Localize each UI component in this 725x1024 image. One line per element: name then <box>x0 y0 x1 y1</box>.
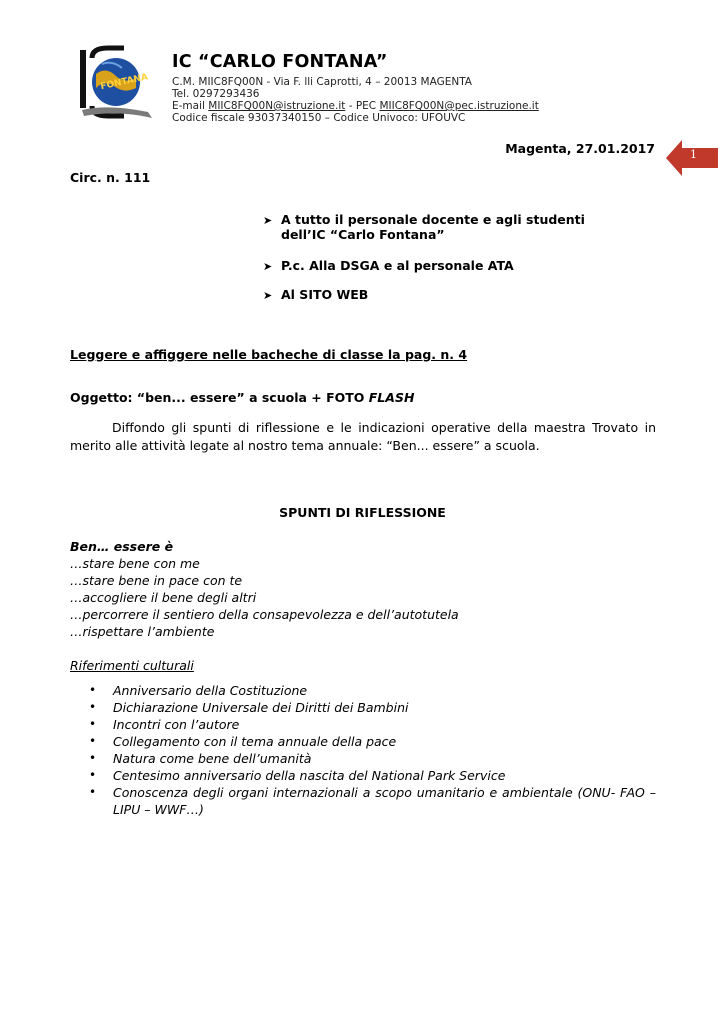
bullet-icon: • <box>89 768 97 782</box>
posting-instruction: Leggere e affiggere nelle bacheche di classe la pag. n. 4 <box>70 347 468 362</box>
school-name: IC “CARLO FONTANA” <box>172 52 388 72</box>
arrow-bullet-icon: ➤ <box>263 214 273 227</box>
bullet-icon: • <box>89 683 97 697</box>
cultural-references-title: Riferimenti culturali <box>70 658 194 673</box>
school-address: C.M. MIIC8FQ00N - Via F. lli Caprotti, 4 – 20013 MAGENTA <box>172 76 472 88</box>
arrow-bullet-icon: ➤ <box>263 289 273 302</box>
intro-text: Diffondo gli spunti di riflessione e le indicazioni operative della maestra Trovato in merito alle attività legate al nostro tema annuale: “Ben... essere” a scuola. <box>70 420 656 453</box>
subject-emphasis: FLASH <box>368 390 415 405</box>
school-logo <box>78 44 158 120</box>
bullet-icon: • <box>89 717 97 731</box>
reference-item: Conoscenza degli organi internazionali a scopo umanitario e ambientale (ONU- FAO – LIPU – WWF…) <box>113 785 656 817</box>
ben-essere-item: …stare bene in pace con te <box>70 573 243 588</box>
school-phone: Tel. 0297293436 <box>172 88 260 100</box>
ben-essere-item: …rispettare l’ambiente <box>70 624 215 639</box>
recipient-item <box>263 287 368 302</box>
pec-label: - PEC <box>345 100 380 112</box>
reference-item: Centesimo anniversario della nascita del National Park Service <box>113 768 506 783</box>
school-emails <box>172 100 539 112</box>
recipient-text: P.c. Alla DSGA e al personale ATA <box>281 258 514 273</box>
subject-line <box>70 390 414 405</box>
bullet-icon: • <box>89 734 97 748</box>
bullet-icon: • <box>89 785 97 799</box>
email-link[interactable]: MIIC8FQ00N@istruzione.it <box>208 100 346 112</box>
ben-essere-item: …stare bene con me <box>70 556 200 571</box>
recipient-item <box>263 212 585 242</box>
reference-item: Natura come bene dell’umanità <box>113 751 312 766</box>
reference-item: Anniversario della Costituzione <box>113 683 308 698</box>
circular-number: Circ. n. 111 <box>70 170 151 185</box>
email-label: E-mail <box>172 100 209 112</box>
page-number: 1 <box>690 148 697 161</box>
recipient-text: A tutto il personale docente e agli studenti <box>281 212 585 227</box>
arrow-bullet-icon: ➤ <box>263 260 273 273</box>
intro-paragraph <box>70 419 656 455</box>
recipient-text-line2: dell’IC “Carlo Fontana” <box>281 227 445 242</box>
subject-text: Oggetto: “ben... essere” a scuola + FOTO <box>70 390 369 405</box>
svg-text:FONTANA: FONTANA <box>99 72 149 93</box>
reference-item: Incontri con l’autore <box>113 717 240 732</box>
pec-link[interactable]: MIIC8FQ00N@pec.istruzione.it <box>379 100 539 112</box>
ben-essere-title: Ben… essere è <box>70 539 174 554</box>
ben-essere-item: …percorrere il sentiero della consapevolezza e dell’autotutela <box>70 607 459 622</box>
bullet-icon: • <box>89 751 97 765</box>
reference-item: Collegamento con il tema annuale della pace <box>113 734 397 749</box>
recipient-item <box>263 258 514 273</box>
document-date: Magenta, 27.01.2017 <box>505 141 655 156</box>
reference-item: Dichiarazione Universale dei Diritti dei Bambini <box>113 700 409 715</box>
ben-essere-item: …accogliere il bene degli altri <box>70 590 257 605</box>
school-fiscal-code: Codice fiscale 93037340150 – Codice Univoco: UFOUVC <box>172 112 466 124</box>
section-heading: SPUNTI DI RIFLESSIONE <box>279 505 446 520</box>
recipient-text: Al SITO WEB <box>281 287 369 302</box>
bullet-icon: • <box>89 700 97 714</box>
